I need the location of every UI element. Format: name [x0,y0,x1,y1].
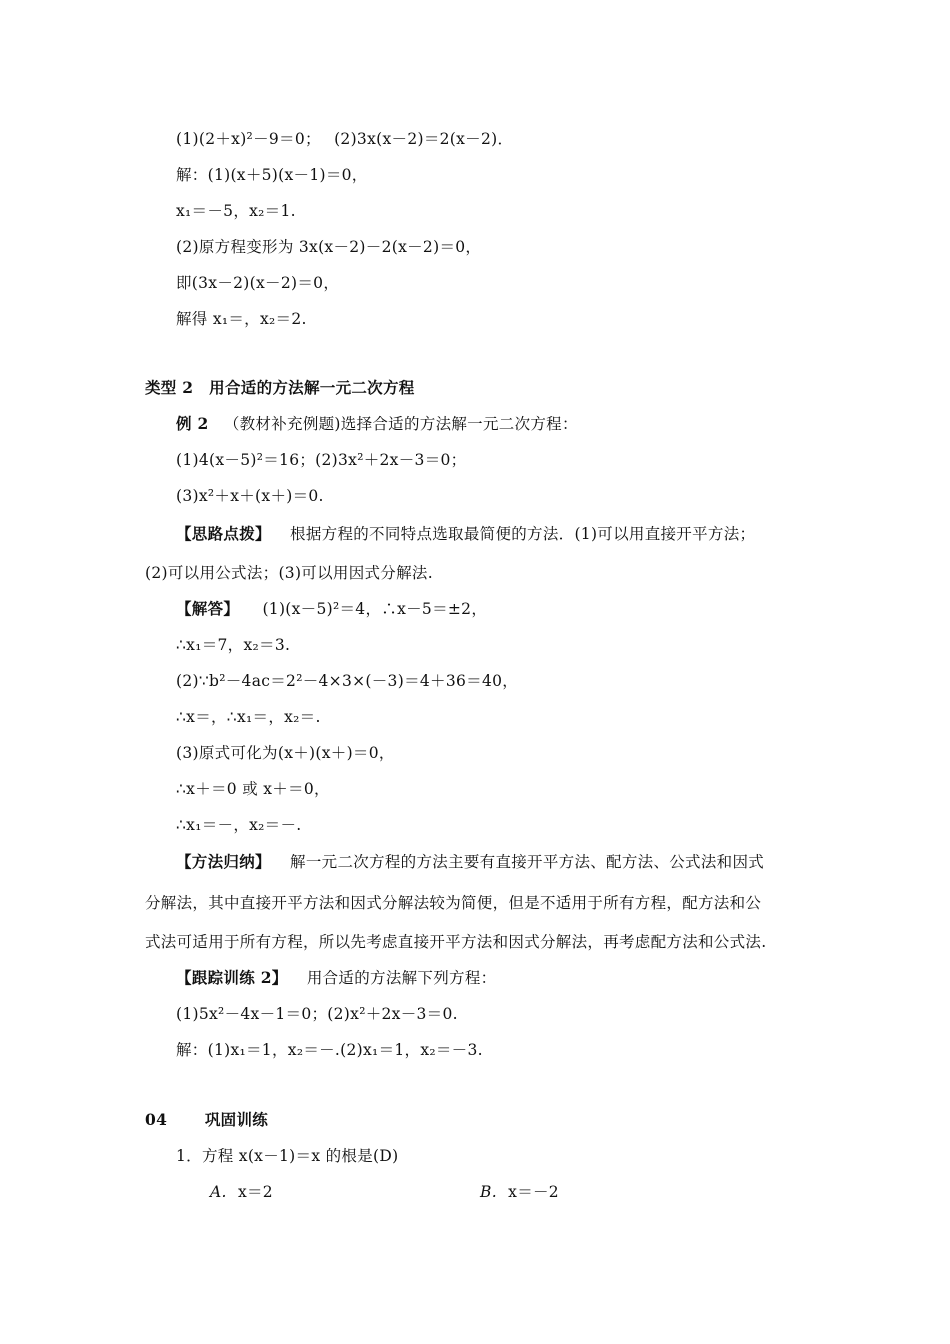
hint-text: 根据方程的不同特点选取最简便的方法．(1)可以用直接开平方法； [290,525,756,543]
option-a [210,1180,273,1202]
answer-line-1 [176,597,487,619]
section-number: 04 [145,1110,168,1129]
method-label: 【方法归纳】 [176,852,271,871]
example-text: （教材补充例题)选择合适的方法解一元二次方程： [223,415,578,433]
prev-solution-line-4: 即(3x－2)(x－2)＝0， [176,274,340,292]
section-title: 巩固训练 [204,1110,269,1129]
hint-label: 【思路点拨】 [176,524,271,543]
follow-question: (1)5x²－4x－1＝0；(2)x²＋2x－3＝0. [176,1005,458,1023]
follow-training-line [176,966,496,988]
method-continuation-1: 分解法，其中直接开平方法和因式分解法较为简便，但是不适用于所有方程，配方法和公 [145,894,762,912]
answer-line-4: ∴x＝，∴x₁＝，x₂＝. [176,708,321,726]
follow-label: 【跟踪训练 2】 [176,968,288,987]
exercise-question-1: 1．方程 x(x－1)＝x 的根是(D) [176,1147,399,1165]
answer-text-1: (1)(x－5)²＝4，∴x－5＝±2， [262,600,488,618]
answer-label: 【解答】 [176,599,240,618]
follow-answer: 解：(1)x₁＝1，x₂＝－.(2)x₁＝1，x₂＝－3. [176,1041,483,1059]
answer-line-3: (2)∵b²－4ac＝2²－4×3×(－3)＝4＋36＝40， [176,672,519,690]
option-b [480,1180,559,1202]
answer-line-7: ∴x₁＝－，x₂＝－. [176,816,302,834]
prev-solution-line-5: 解得 x₁＝，x₂＝2. [176,310,307,328]
example-2 [176,412,578,434]
prev-solution-line-2: x₁＝－5，x₂＝1. [176,202,296,220]
prev-solution-line-1: 解：(1)(x＋5)(x－1)＝0， [176,166,368,184]
example-question-2: (3)x²＋x＋(x＋)＝0. [176,487,324,505]
example-label: 例 2 [176,414,209,433]
method-line [176,850,764,872]
hint-line [176,522,755,544]
answer-line-5: (3)原式可化为(x＋)(x＋)＝0， [176,744,395,762]
method-continuation-2: 式法可适用于所有方程，所以先考虑直接开平方法和因式分解法，再考虑配方法和公式法. [145,933,767,951]
answer-line-2: ∴x₁＝7，x₂＝3. [176,636,291,654]
option-a-label: A. [210,1183,227,1201]
option-b-text: x＝－2 [508,1183,559,1201]
answer-line-6: ∴x＋＝0 或 x＋＝0， [176,780,330,798]
option-b-label: B. [480,1183,497,1201]
option-a-text: x＝2 [237,1183,273,1201]
prev-problem-line: (1)(2＋x)²－9＝0； (2)3x(x－2)＝2(x－2)． [176,130,514,148]
type2-heading: 类型 2 用合适的方法解一元二次方程 [145,378,415,397]
prev-solution-line-3: (2)原方程变形为 3x(x－2)－2(x－2)＝0， [176,238,482,256]
hint-continuation: (2)可以用公式法；(3)可以用因式分解法. [145,564,433,582]
section-04-heading [145,1108,268,1130]
method-text: 解一元二次方程的方法主要有直接开平方法、配方法、公式法和因式 [290,853,765,871]
follow-text: 用合适的方法解下列方程： [306,969,497,987]
example-question-1: (1)4(x－5)²＝16；(2)3x²＋2x－3＝0； [176,451,467,469]
